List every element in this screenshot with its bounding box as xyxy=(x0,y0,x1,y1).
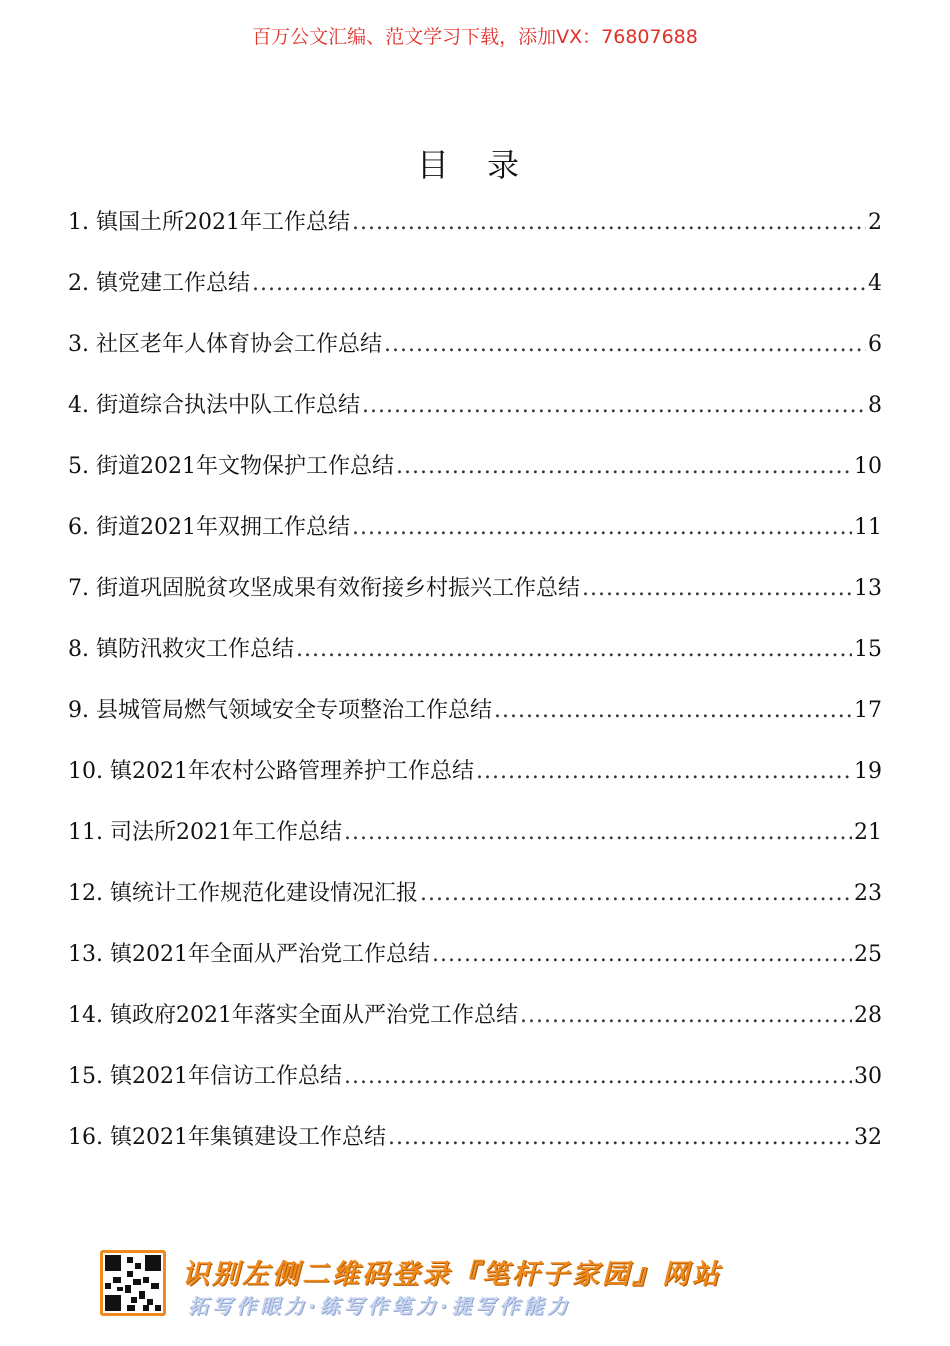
toc-entry-page: 17 xyxy=(854,698,882,723)
toc-entry-page: 11 xyxy=(854,515,882,540)
toc-entry-title: 镇2021年集镇建设工作总结 xyxy=(109,1125,386,1150)
toc-entry[interactable] xyxy=(68,813,882,874)
toc-leader-dots xyxy=(432,935,852,975)
toc-entry-page: 10 xyxy=(854,454,882,479)
toc-entry[interactable] xyxy=(68,935,882,996)
qr-module xyxy=(113,1277,121,1283)
qr-module xyxy=(127,1257,133,1263)
toc-title: 目 录 xyxy=(416,146,534,184)
toc-leader-dots xyxy=(520,996,852,1036)
toc-leader-dots xyxy=(420,874,852,914)
toc-entry-page: 30 xyxy=(854,1064,882,1089)
toc-entry-number: 11. xyxy=(68,820,110,845)
toc-entry[interactable] xyxy=(68,630,882,691)
toc-entry-title: 镇2021年信访工作总结 xyxy=(109,1064,342,1089)
toc-leader-dots xyxy=(344,1057,852,1097)
toc-entry-title: 镇国土所2021年工作总结 xyxy=(95,210,350,235)
qr-module xyxy=(131,1297,137,1303)
qr-module xyxy=(105,1295,121,1311)
toc-entry[interactable] xyxy=(68,264,882,325)
qr-code-icon xyxy=(100,1250,166,1316)
qr-module xyxy=(151,1283,159,1289)
footer-banner xyxy=(100,1250,860,1320)
toc-entry-title: 街道2021年双拥工作总结 xyxy=(95,515,350,540)
toc-entry-page: 28 xyxy=(854,1003,882,1028)
toc-entry[interactable] xyxy=(68,203,882,264)
toc-entry[interactable] xyxy=(68,996,882,1057)
qr-module xyxy=(133,1279,141,1285)
qr-module xyxy=(139,1291,145,1299)
toc-entry-title: 镇2021年农村公路管理养护工作总结 xyxy=(109,759,474,784)
toc-entry-number: 5. xyxy=(68,454,96,479)
toc-entry-page: 23 xyxy=(854,881,882,906)
toc-leader-dots xyxy=(388,1118,852,1158)
banner-line2: 拓写作眼力·练写作笔力·提写作能力 xyxy=(188,1294,572,1318)
qr-module xyxy=(105,1255,121,1271)
toc-entry-title: 镇党建工作总结 xyxy=(95,271,250,296)
toc-entry[interactable] xyxy=(68,569,882,630)
qr-module xyxy=(143,1277,149,1283)
toc-entry-page: 6 xyxy=(868,332,882,357)
qr-module xyxy=(143,1305,149,1311)
toc-list xyxy=(68,203,882,1179)
toc-entry-number: 8. xyxy=(68,637,96,662)
toc-entry-title: 社区老年人体育协会工作总结 xyxy=(95,332,382,357)
toc-entry[interactable] xyxy=(68,1118,882,1179)
toc-entry-number: 14. xyxy=(68,1003,110,1028)
toc-entry-number: 1. xyxy=(68,210,96,235)
toc-entry-page: 13 xyxy=(854,576,882,601)
toc-entry-number: 9. xyxy=(68,698,96,723)
toc-entry[interactable] xyxy=(68,752,882,813)
toc-entry-page: 21 xyxy=(854,820,882,845)
toc-leader-dots xyxy=(252,264,866,304)
qr-module xyxy=(117,1287,123,1291)
qr-module xyxy=(105,1283,111,1289)
toc-leader-dots xyxy=(384,325,866,365)
toc-entry-title: 街道巩固脱贫攻坚成果有效衔接乡村振兴工作总结 xyxy=(95,576,580,601)
toc-leader-dots xyxy=(344,813,852,853)
toc-leader-dots xyxy=(494,691,852,731)
toc-leader-dots xyxy=(396,447,852,487)
toc-entry[interactable] xyxy=(68,691,882,752)
toc-leader-dots xyxy=(582,569,852,609)
toc-entry-page: 4 xyxy=(868,271,882,296)
toc-entry-title: 县城管局燃气领域安全专项整治工作总结 xyxy=(95,698,492,723)
toc-entry-number: 3. xyxy=(68,332,96,357)
toc-leader-dots xyxy=(352,203,866,243)
header-note: 百万公文汇编、范文学习下载，添加VX：76807688 xyxy=(252,26,698,48)
qr-module xyxy=(135,1263,141,1269)
qr-module xyxy=(145,1255,161,1271)
toc-entry-page: 2 xyxy=(868,210,882,235)
toc-entry-title: 镇统计工作规范化建设情况汇报 xyxy=(109,881,418,906)
toc-entry[interactable] xyxy=(68,447,882,508)
toc-entry-number: 6. xyxy=(68,515,96,540)
toc-leader-dots xyxy=(352,508,852,548)
toc-entry-number: 7. xyxy=(68,576,96,601)
toc-entry-title: 街道综合执法中队工作总结 xyxy=(95,393,360,418)
toc-entry[interactable] xyxy=(68,508,882,569)
banner-line1: 识别左侧二维码登录『笔杆子家园』网站 xyxy=(182,1259,722,1290)
toc-leader-dots xyxy=(476,752,852,792)
toc-entry-title: 街道2021年文物保护工作总结 xyxy=(95,454,394,479)
qr-module xyxy=(127,1271,133,1277)
toc-entry-number: 12. xyxy=(68,881,110,906)
qr-module xyxy=(155,1305,161,1311)
toc-entry-page: 15 xyxy=(854,637,882,662)
qr-module xyxy=(125,1285,131,1293)
toc-entry[interactable] xyxy=(68,386,882,447)
toc-entry-title: 镇2021年全面从严治党工作总结 xyxy=(109,942,430,967)
toc-leader-dots xyxy=(296,630,852,670)
toc-entry-number: 4. xyxy=(68,393,96,418)
toc-entry-title: 司法所2021年工作总结 xyxy=(109,820,342,845)
toc-entry-number: 13. xyxy=(68,942,110,967)
toc-entry[interactable] xyxy=(68,1057,882,1118)
toc-entry[interactable] xyxy=(68,874,882,935)
toc-entry-page: 32 xyxy=(854,1125,882,1150)
toc-entry-page: 8 xyxy=(868,393,882,418)
toc-entry-number: 2. xyxy=(68,271,96,296)
toc-entry[interactable] xyxy=(68,325,882,386)
toc-entry-number: 10. xyxy=(68,759,110,784)
toc-entry-number: 15. xyxy=(68,1064,110,1089)
toc-entry-number: 16. xyxy=(68,1125,110,1150)
toc-leader-dots xyxy=(362,386,866,426)
toc-entry-title: 镇防汛救灾工作总结 xyxy=(95,637,294,662)
qr-module xyxy=(127,1305,135,1311)
toc-entry-page: 19 xyxy=(854,759,882,784)
toc-entry-page: 25 xyxy=(854,942,882,967)
toc-entry-title: 镇政府2021年落实全面从严治党工作总结 xyxy=(109,1003,518,1028)
